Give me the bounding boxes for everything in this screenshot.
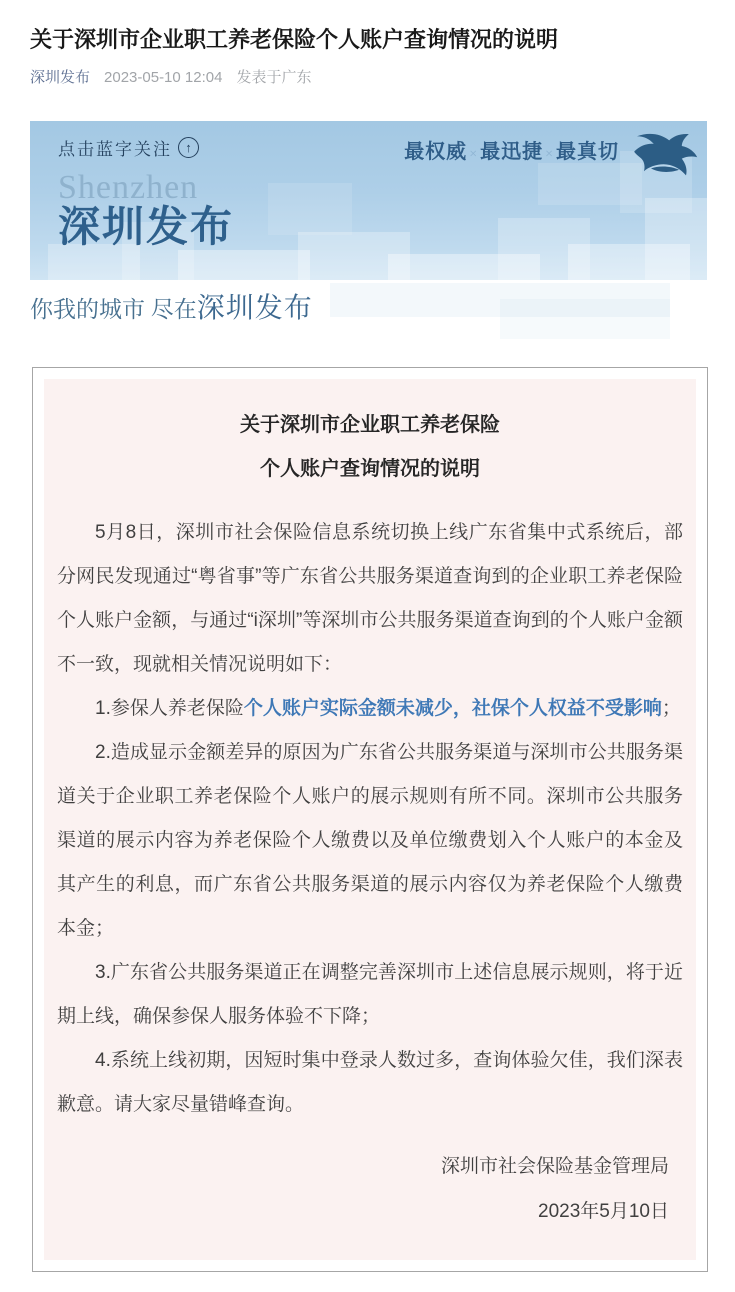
slogan-separator: ×	[545, 147, 554, 162]
banner-tagline	[30, 289, 735, 330]
statement-signature: 深圳市社会保险基金管理局	[440, 1156, 669, 1177]
statement-item-2: 2.造成显示金额差异的原因为广东省公共服务渠道与深圳市公共服务渠道关于企业职工养老保险个人账户的展示规则有所不同。深圳市公共服务渠道的展示内容为养老保险个人缴费以及单位缴费划入个人账户的本金及其产生的利息，而广东省公共服务渠道的展示内容仅为养老保险个人缴费本金；	[57, 742, 683, 939]
slogan-word: 最真切	[556, 141, 619, 163]
slogan-word: 最权威	[404, 141, 468, 163]
eagle-icon	[630, 127, 700, 179]
slogan-separator: ×	[469, 147, 479, 162]
follow-prompt-label: 点击蓝字关注	[58, 140, 172, 159]
banner-building-shape	[645, 198, 707, 280]
banner-building-shape	[268, 183, 352, 235]
statement-paragraph-intro: 5月8日，深圳市社会保险信息系统切换上线广东省集中式系统后，部分网民发现通过“粤省事”等广东省公共服务渠道查询到的企业职工养老保险个人账户金额，与通过“i深圳”等深圳市公共服务渠道查询到的个人账户金额不一致，现就相关情况说明如下：	[57, 522, 683, 675]
banner-slogan	[404, 135, 619, 164]
banner-english-name: Shenzhen	[58, 169, 199, 206]
account-name-link[interactable]: 深圳发布	[30, 69, 91, 86]
banner-brand-name: 深圳发布	[58, 205, 235, 251]
statement-item-1	[57, 687, 683, 731]
statement-body	[57, 511, 683, 1127]
statement-box	[32, 367, 708, 1272]
publish-timestamp: 2023-05-10 12:04	[104, 69, 223, 86]
tagline-prefix: 你我的城市 尽在	[30, 297, 197, 322]
statement-item-4: 4.系统上线初期，因短时集中登录人数过多，查询体验欠佳，我们深表歉意。请大家尽量错峰查询。	[57, 1050, 683, 1115]
byline	[30, 68, 705, 88]
statement-item-3: 3.广东省公共服务渠道正在调整完善深圳市上述信息展示规则，将于近期上线，确保参保人服务体验不下降；	[57, 962, 683, 1027]
banner-tagline-row	[30, 289, 735, 333]
banner-building-shape	[178, 250, 310, 280]
publish-location: 发表于广东	[236, 69, 312, 86]
item1-suffix: ；	[661, 698, 681, 719]
statement-panel	[44, 379, 696, 1260]
article-title: 关于深圳市企业职工养老保险个人账户查询情况的说明	[30, 27, 559, 52]
statement-date: 2023年5月10日	[538, 1201, 669, 1222]
statement-heading-line2: 个人账户查询情况的说明	[260, 458, 480, 480]
item1-highlight: 个人账户实际金额未减少，社保个人权益不受影响	[243, 698, 662, 719]
banner-image[interactable]	[30, 121, 707, 280]
statement-heading-line1: 关于深圳市企业职工养老保险	[240, 414, 500, 436]
slogan-word: 最迅捷	[480, 141, 544, 163]
item1-prefix: 1.参保人养老保险	[95, 698, 244, 719]
follow-prompt	[58, 135, 199, 160]
tagline-brand: 深圳发布	[196, 293, 313, 324]
follow-arrow-icon: ↑	[178, 137, 199, 158]
